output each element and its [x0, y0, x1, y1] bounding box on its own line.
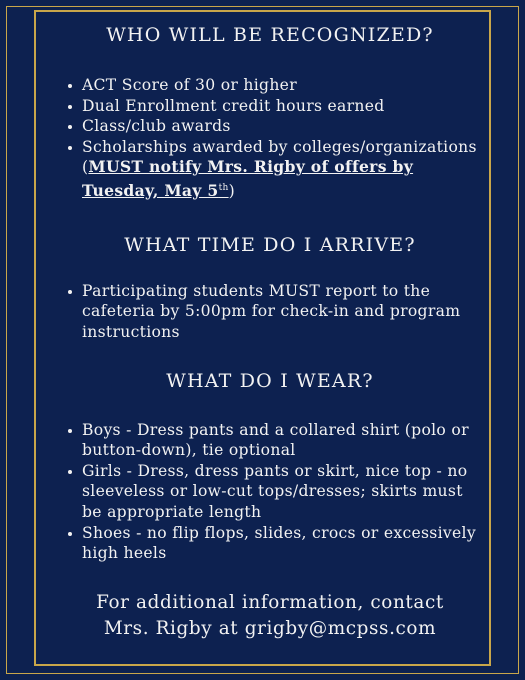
contact-line-1: For additional information, contact — [96, 591, 444, 613]
scholarship-text: Scholarships awarded by colleges/organizations ( — [82, 137, 477, 177]
heading-dress-code: WHAT DO I WEAR? — [166, 369, 374, 392]
list-item: ACT Score of 30 or higher — [60, 75, 480, 96]
heading-who-recognized: WHO WILL BE RECOGNIZED? — [106, 24, 434, 46]
contact-line-2: Mrs. Rigby at grigby@mcpss.com — [103, 617, 437, 639]
list-item: Boys - Dress pants and a collared shirt (polo or button-down), tie optional — [60, 420, 480, 461]
flyer-content — [60, 18, 480, 642]
heading-arrival-time: WHAT TIME DO I ARRIVE? — [124, 233, 416, 256]
list-item: Participating students MUST report to the cafeteria by 5:00pm for check-in and program instructions — [60, 281, 480, 343]
list-item: Girls - Dress, dress pants or skirt, nice top - no sleeveless or low-cut tops/dresses; skirts must be appropriate length — [60, 461, 480, 523]
list-item-scholarships — [60, 137, 480, 202]
contact-footer — [60, 590, 480, 642]
dress-code-list — [60, 420, 480, 564]
list-item: Dual Enrollment credit hours earned — [60, 96, 480, 117]
list-item: Shoes - no flip flops, slides, crocs or excessively high heels — [60, 523, 480, 564]
scholarship-deadline-text: MUST notify Mrs. Rigby of offers by Tuesday, May 5 — [82, 157, 414, 201]
scholarship-deadline-note — [82, 157, 413, 200]
arrival-list — [60, 281, 480, 343]
ordinal-suffix: th — [218, 182, 229, 193]
scholarship-close-paren: ) — [228, 182, 235, 201]
list-item: Class/club awards — [60, 116, 480, 137]
recognition-list — [60, 75, 480, 202]
